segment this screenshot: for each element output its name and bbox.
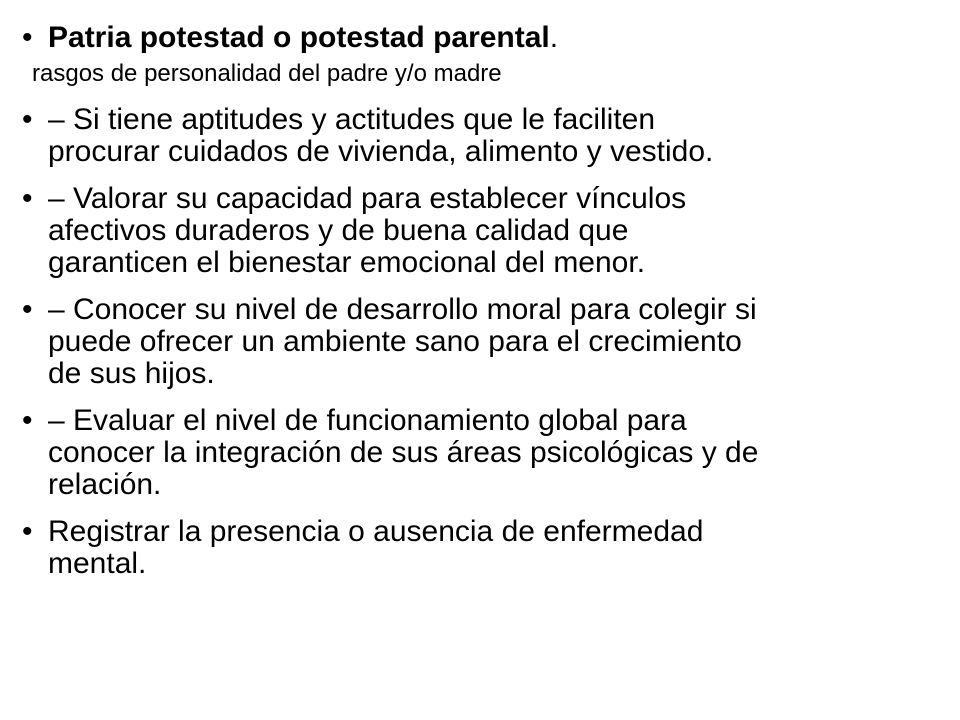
bullet-item-text: – Evaluar el nivel de funcionamiento global para conocer la integración de sus áreas psicológicas y de relación. <box>48 404 759 501</box>
bullet-item <box>22 104 942 168</box>
bullet: • <box>22 182 33 215</box>
slide-content <box>22 22 942 595</box>
title-bold-text: Patria potestad o potestad parental <box>48 21 550 54</box>
slide-subtitle: rasgos de personalidad del padre y/o madre <box>32 60 502 87</box>
bullet-item <box>22 405 942 501</box>
slide-title <box>48 22 942 54</box>
bullet-item <box>22 294 942 390</box>
title-row <box>22 22 942 54</box>
subtitle-row <box>22 60 942 88</box>
bullet-item-text: – Si tiene aptitudes y actitudes que le faciliten procurar cuidados de vivienda, alimento y vestido. <box>48 103 714 168</box>
title-suffix: . <box>549 21 559 54</box>
bullet-item-text: Registrar la presencia o ausencia de enfermedad mental. <box>48 515 704 580</box>
bullet-item <box>22 183 942 279</box>
bullet-item <box>22 516 942 580</box>
bullet-item-text: – Conocer su nivel de desarrollo moral para colegir si puede ofrecer un ambiente sano para el crecimiento de sus hijos. <box>48 293 757 390</box>
bullet-item-text: – Valorar su capacidad para establecer vínculos afectivos duraderos y de buena calidad que garanticen el bienestar emocional del menor. <box>48 182 687 279</box>
bullet: • <box>22 293 33 326</box>
bullet: • <box>22 21 33 54</box>
bullet: • <box>22 404 33 437</box>
bullet: • <box>22 103 33 136</box>
bullet: • <box>22 515 33 548</box>
